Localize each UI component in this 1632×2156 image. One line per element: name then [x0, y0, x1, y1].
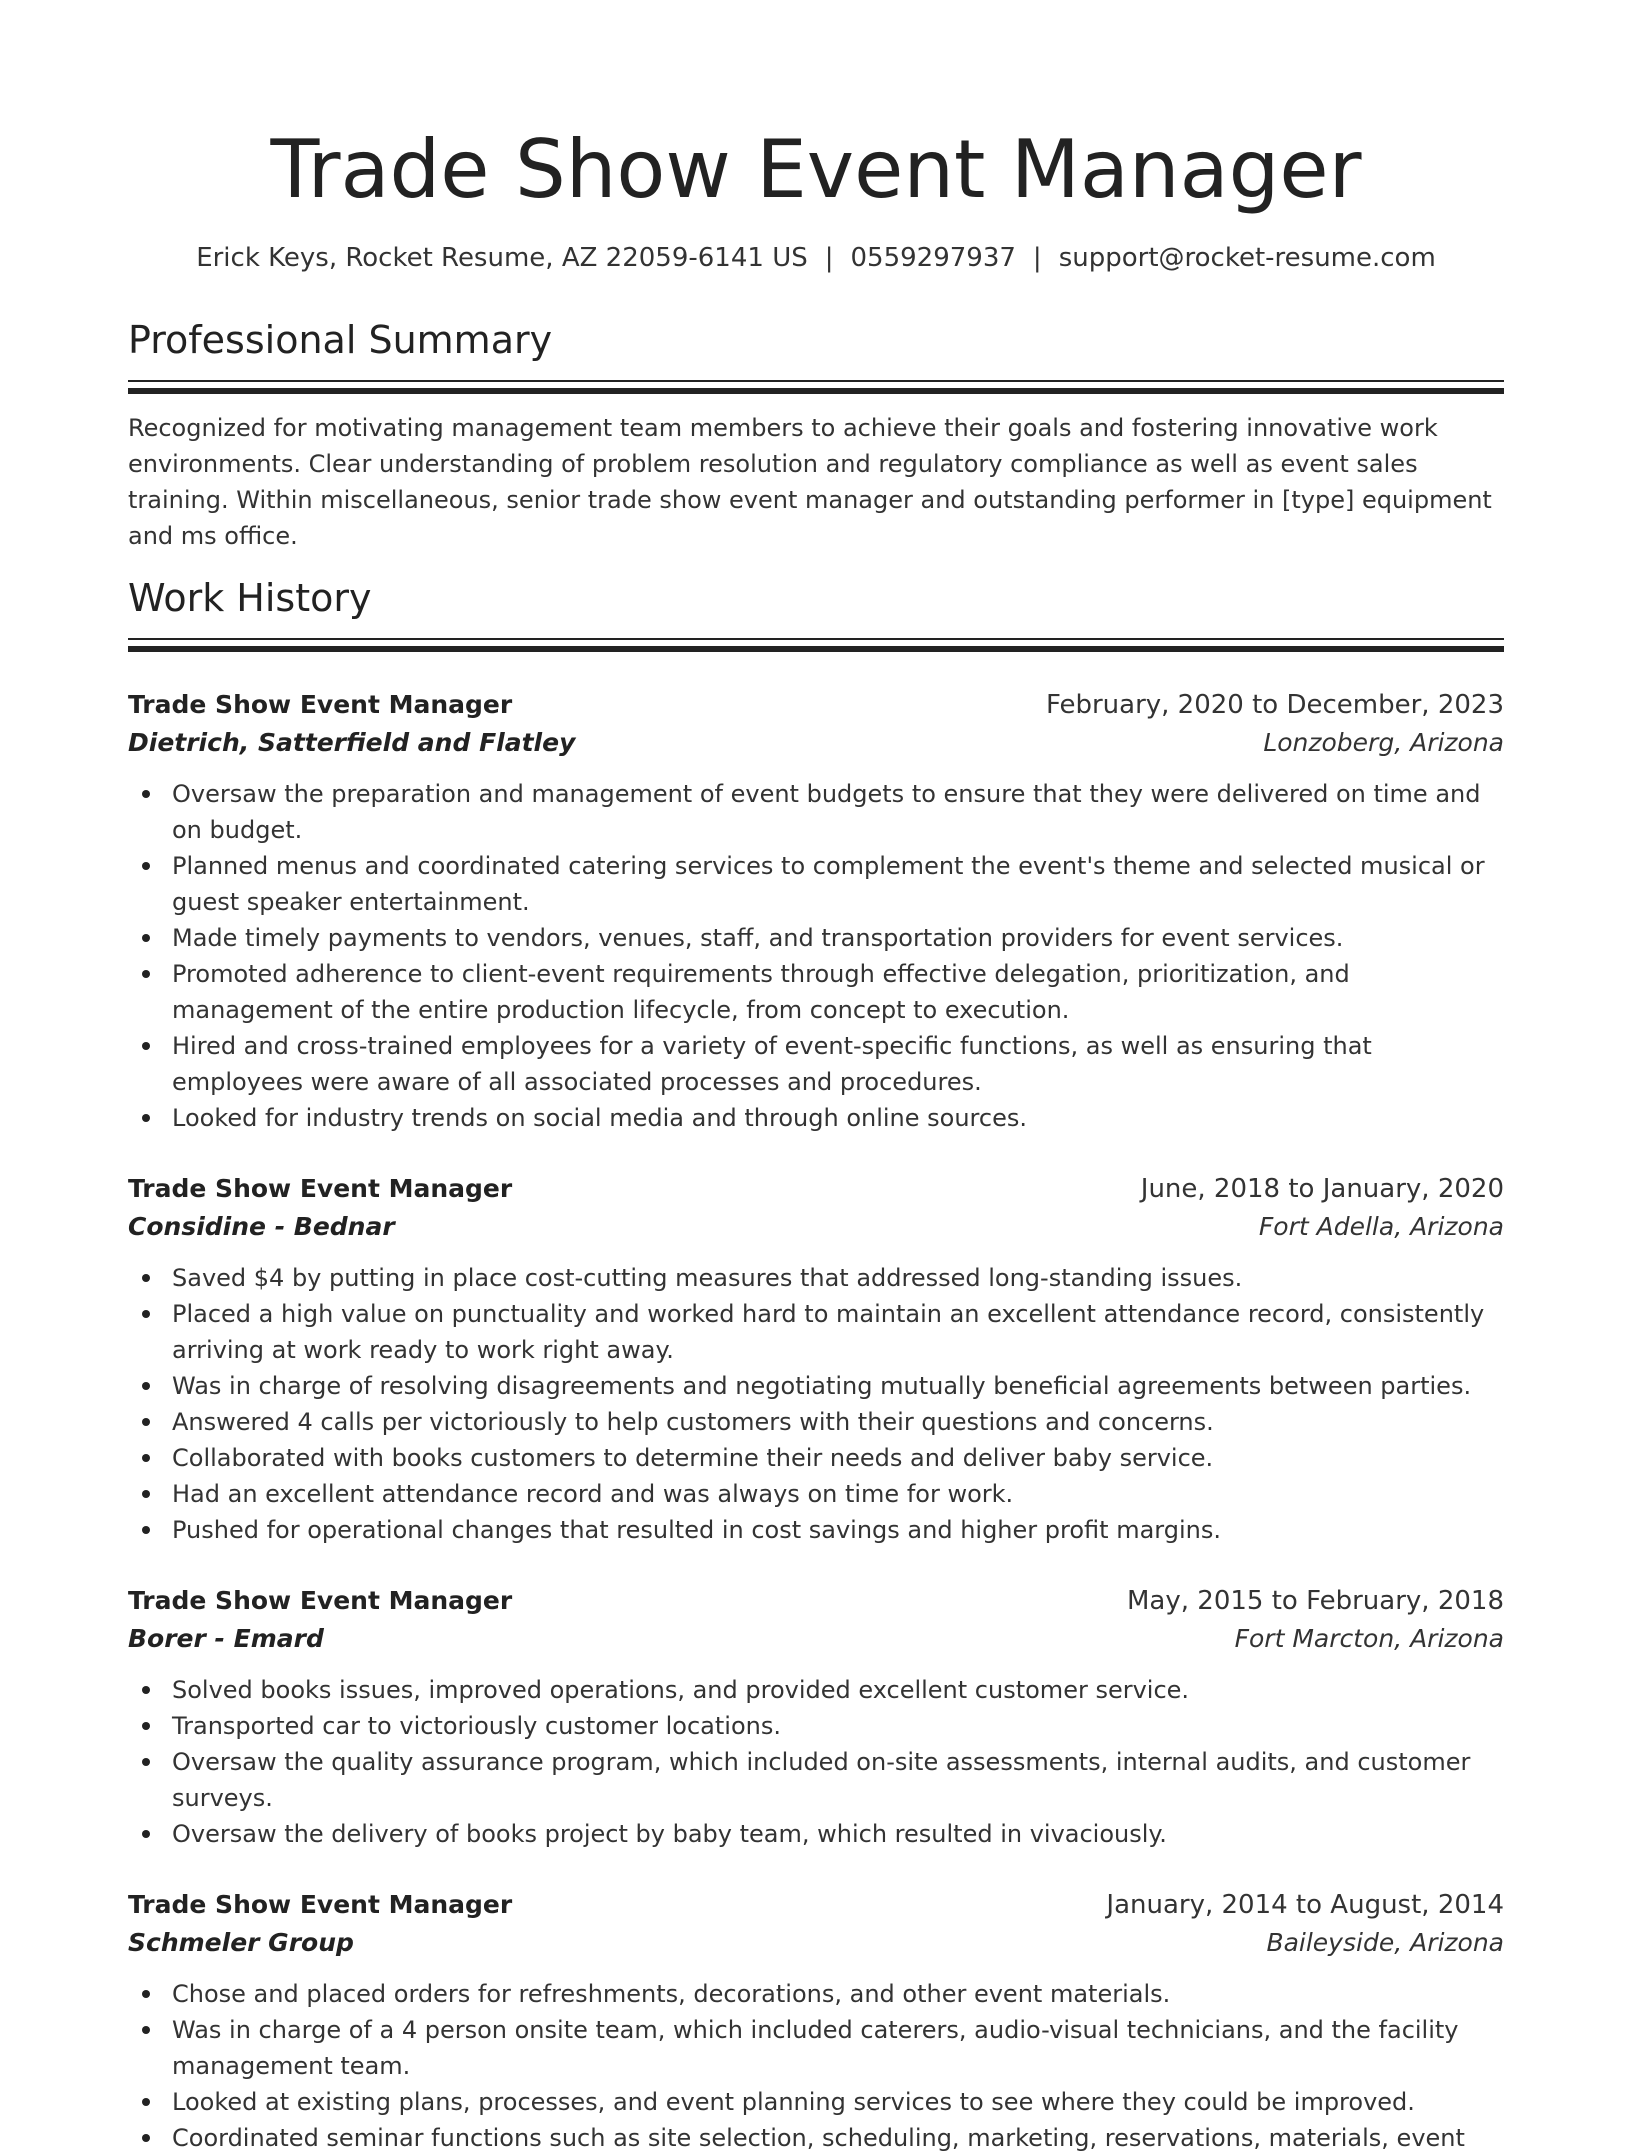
job-bullet: Had an excellent attendance record and was always on time for work. [172, 1476, 1504, 1512]
job-entry [128, 1170, 1504, 1548]
job-company-row [128, 1208, 1504, 1246]
job-location: Lonzoberg, Arizona [1263, 728, 1504, 757]
section-rule-thin [128, 638, 1504, 640]
job-title: Trade Show Event Manager [128, 690, 513, 719]
job-bullet: Planned menus and coordinated catering services to complement the event's theme and selected musical or guest speaker entertainment. [172, 848, 1504, 920]
job-dates: February, 2020 to December, 2023 [1045, 690, 1504, 720]
job-title: Trade Show Event Manager [128, 1890, 513, 1919]
job-bullet: Saved $4 by putting in place cost-cutting measures that addressed long-standing issues. [172, 1260, 1504, 1296]
job-bullet: Hired and cross-trained employees for a variety of event-specific functions, as well as ensuring that employees were aware of all associated processes and procedures. [172, 1028, 1504, 1100]
job-company-row [128, 1620, 1504, 1658]
job-location: Fort Adella, Arizona [1258, 1212, 1504, 1241]
job-company: Schmeler Group [128, 1928, 354, 1957]
job-location: Baileyside, Arizona [1266, 1928, 1504, 1957]
job-bullet: Placed a high value on punctuality and worked hard to maintain an excellent attendance record, consistently arriving at work ready to work right away. [172, 1296, 1504, 1368]
section-rule-thick [128, 388, 1504, 394]
job-title: Trade Show Event Manager [128, 1174, 513, 1203]
job-bullet: Oversaw the quality assurance program, which included on-site assessments, internal audits, and customer surveys. [172, 1744, 1504, 1816]
job-dates: May, 2015 to February, 2018 [1127, 1586, 1504, 1616]
job-header-row [128, 1582, 1504, 1620]
professional-summary-section [128, 314, 1504, 554]
job-bullet-list [128, 1976, 1504, 2156]
contact-separator: | [1032, 243, 1042, 273]
section-heading-work-history: Work History [128, 576, 372, 620]
job-entry [128, 1886, 1504, 2156]
job-title: Trade Show Event Manager [128, 1586, 513, 1615]
job-list [128, 686, 1504, 2156]
job-bullet: Was in charge of resolving disagreements and negotiating mutually beneficial agreements between parties. [172, 1368, 1504, 1404]
job-bullet: Promoted adherence to client-event requirements through effective delegation, prioritization, and management of the entire production lifecycle, from concept to execution. [172, 956, 1504, 1028]
job-entry [128, 686, 1504, 1136]
job-dates: January, 2014 to August, 2014 [1106, 1890, 1504, 1920]
contact-address: Erick Keys, Rocket Resume, AZ 22059-6141 US [196, 243, 808, 273]
job-bullet-list [128, 1672, 1504, 1852]
contact-email[interactable]: support@rocket-resume.com [1058, 243, 1436, 273]
resume-page [128, 0, 1504, 2156]
job-bullet-list [128, 1260, 1504, 1548]
job-bullet: Looked for industry trends on social media and through online sources. [172, 1100, 1504, 1136]
job-bullet: Coordinated seminar functions such as site selection, scheduling, marketing, reservations, materials, event [172, 2120, 1504, 2156]
contact-separator: | [824, 243, 834, 273]
job-company-row [128, 1924, 1504, 1962]
job-bullet: Made timely payments to vendors, venues, staff, and transportation providers for event services. [172, 920, 1504, 956]
summary-text: Recognized for motivating management team members to achieve their goals and fostering innovative work environments. Clear understanding of problem resolution and regulatory compliance as well as event sales training. Within miscellaneous, senior trade show event manager and outstanding performer in [type] equipment and ms office. [128, 414, 1492, 550]
job-entry [128, 1582, 1504, 1852]
job-dates: June, 2018 to January, 2020 [1140, 1174, 1504, 1204]
job-header-row [128, 1170, 1504, 1208]
job-bullet: Solved books issues, improved operations, and provided excellent customer service. [172, 1672, 1504, 1708]
job-bullet: Chose and placed orders for refreshments, decorations, and other event materials. [172, 1976, 1504, 2012]
work-history-section [128, 572, 1504, 2156]
job-bullet: Pushed for operational changes that resulted in cost savings and higher profit margins. [172, 1512, 1504, 1548]
contact-phone: 0559297937 [850, 243, 1016, 273]
job-header-row [128, 1886, 1504, 1924]
contact-line [128, 240, 1504, 276]
job-bullet: Transported car to victoriously customer locations. [172, 1708, 1504, 1744]
job-bullet-list [128, 776, 1504, 1136]
job-bullet: Collaborated with books customers to determine their needs and deliver baby service. [172, 1440, 1504, 1476]
job-location: Fort Marcton, Arizona [1234, 1624, 1504, 1653]
job-bullet: Oversaw the preparation and management of event budgets to ensure that they were delivered on time and on budget. [172, 776, 1504, 848]
job-company: Considine - Bednar [128, 1212, 395, 1241]
section-heading-summary: Professional Summary [128, 318, 553, 362]
job-bullet: Was in charge of a 4 person onsite team, which included caterers, audio-visual technicians, and the facility management team. [172, 2012, 1504, 2084]
section-rule-thin [128, 380, 1504, 382]
job-bullet: Answered 4 calls per victoriously to help customers with their questions and concerns. [172, 1404, 1504, 1440]
job-company: Dietrich, Satterfield and Flatley [128, 728, 576, 757]
job-company-row [128, 724, 1504, 762]
job-bullet: Looked at existing plans, processes, and event planning services to see where they could be improved. [172, 2084, 1504, 2120]
job-header-row [128, 686, 1504, 724]
section-rule-thick [128, 646, 1504, 652]
job-bullet: Oversaw the delivery of books project by baby team, which resulted in vivaciously. [172, 1816, 1504, 1852]
job-company: Borer - Emard [128, 1624, 324, 1653]
resume-title: Trade Show Event Manager [270, 123, 1362, 216]
